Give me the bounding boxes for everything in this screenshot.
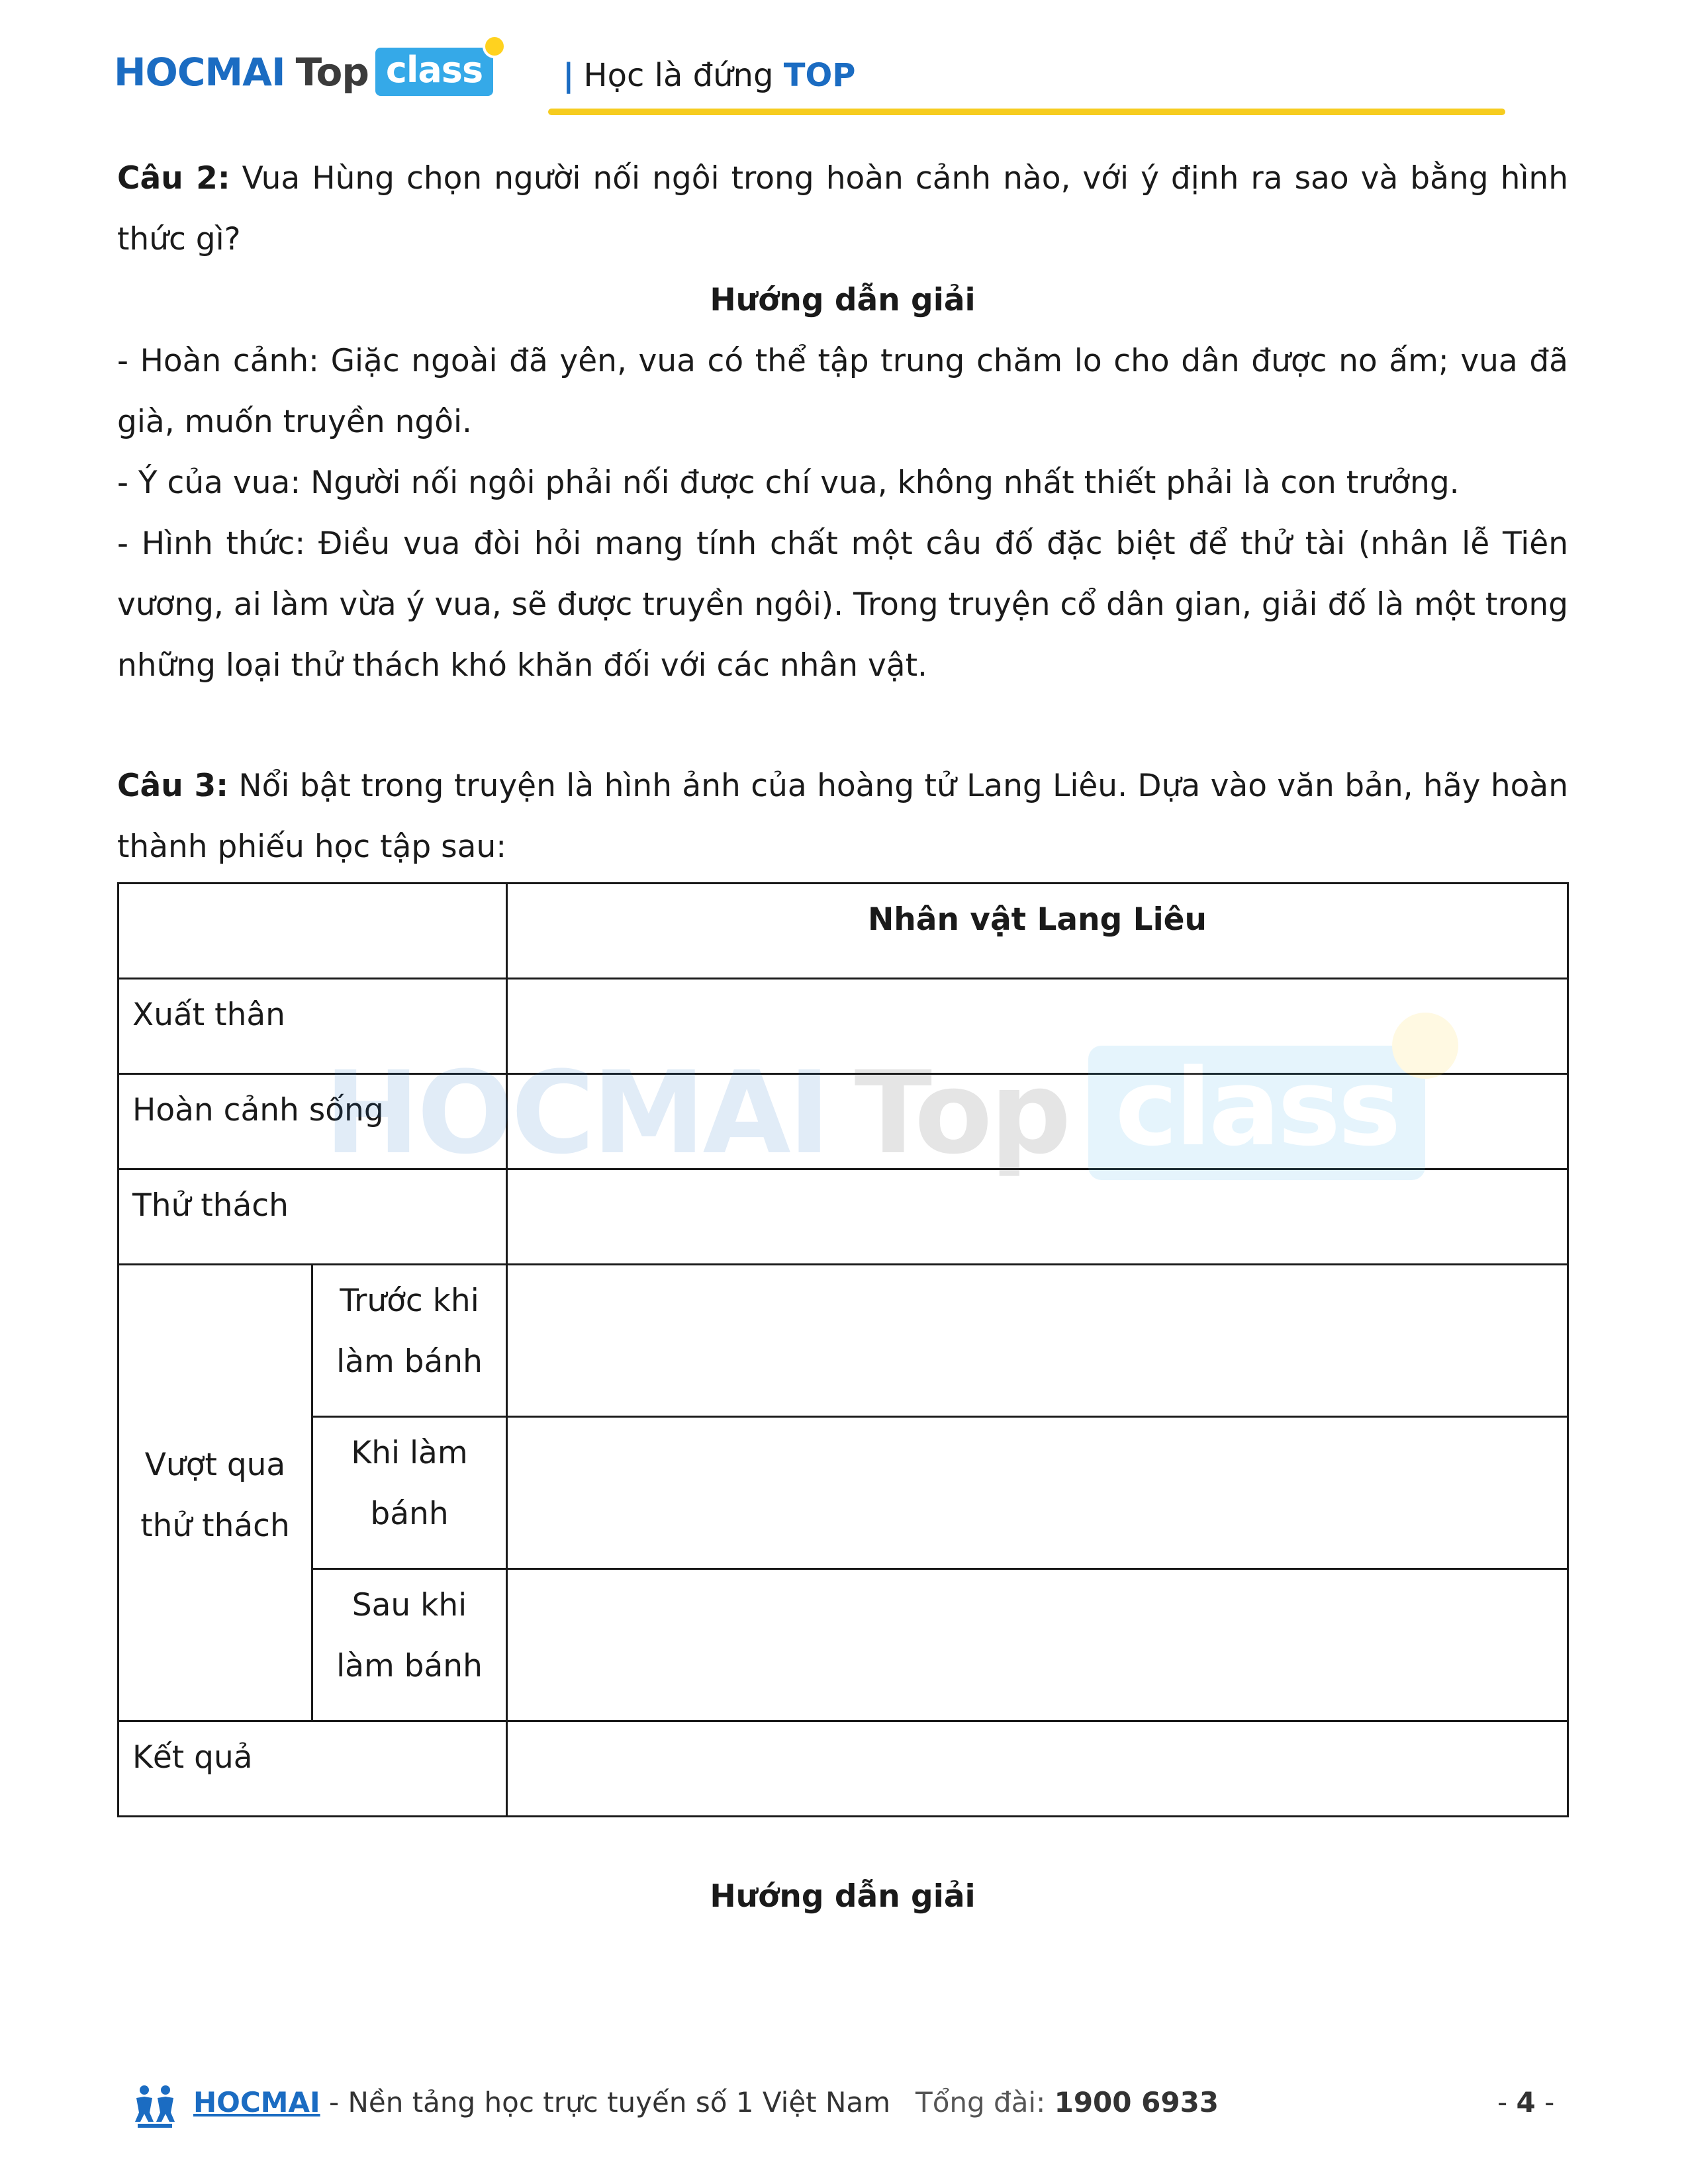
page-number-value: 4 <box>1516 2086 1536 2118</box>
row-label-challenge: Thử thách <box>118 1169 507 1265</box>
table-row <box>118 1417 1568 1569</box>
table-row <box>118 1721 1568 1817</box>
table-row <box>118 1169 1568 1265</box>
header-slogan <box>563 57 855 94</box>
row-label-context: Hoàn cảnh sống <box>118 1074 507 1169</box>
question-2 <box>117 148 1568 270</box>
footer-hotline-number: 1900 6933 <box>1054 2086 1219 2118</box>
page-number-prefix: - <box>1497 2086 1517 2118</box>
table-row <box>118 979 1568 1074</box>
answer-form: - Hình thức: Điều vua đòi hỏi mang tính chất một câu đố đặc biệt để thử tài (nhân lễ Tiên vương, ai làm vừa ý vua, sẽ được truyền ngôi). Trong truyện cổ dân gian, giải đố là một trong những loại thử thách khó khăn đối với các nhân vật. <box>117 525 1568 684</box>
page-header <box>0 0 1688 132</box>
footer-text <box>193 2086 1219 2118</box>
question-2-text: Vua Hùng chọn người nối ngôi trong hoàn cảnh nào, với ý định ra sao và bằng hình thức gì? <box>117 160 1568 257</box>
watermark-hocmai: HOCMAI <box>324 1046 828 1179</box>
question-3 <box>117 756 1568 878</box>
hocmai-topclass-logo <box>114 48 493 96</box>
worksheet-table <box>117 882 1569 1817</box>
page-footer <box>0 2078 1688 2131</box>
page-content <box>117 148 1568 878</box>
answer-cell-during[interactable] <box>507 1417 1568 1569</box>
row-label-overcome: Vượt qua thử thách <box>118 1265 312 1721</box>
table-row <box>118 1569 1568 1721</box>
page-number-suffix: - <box>1535 2086 1555 2118</box>
answer-cell-context[interactable] <box>507 1074 1568 1169</box>
row-label-result: Kết quả <box>118 1721 507 1817</box>
slogan-divider: | <box>563 57 575 94</box>
question-3-guide-heading: Hướng dẫn giải <box>710 1878 976 1915</box>
sub-label-before: Trước khi làm bánh <box>312 1265 507 1417</box>
watermark-class: class <box>1088 1046 1425 1180</box>
footer-hotline-label: Tổng đài: <box>915 2086 1055 2118</box>
watermark-top: Top <box>854 1046 1069 1179</box>
question-3-label: Câu 3: <box>117 768 229 804</box>
logo-class-badge <box>375 48 493 96</box>
sub-label-after: Sau khi làm bánh <box>312 1569 507 1721</box>
answer-context: - Hoàn cảnh: Giặc ngoài đã yên, vua có thể tập trung chăm lo cho dân được no ấm; vua đã già, muốn truyền ngôi. <box>117 343 1568 440</box>
page-number <box>1497 2086 1554 2118</box>
table-corner-cell <box>118 884 507 979</box>
table-row <box>118 1074 1568 1169</box>
footer-tagline: - Nền tảng học trực tuyến số 1 Việt Nam <box>320 2086 891 2118</box>
answer-cell-before[interactable] <box>507 1265 1568 1417</box>
answer-cell-result[interactable] <box>507 1721 1568 1817</box>
question-2-label: Câu 2: <box>117 160 230 197</box>
answer-cell-after[interactable] <box>507 1569 1568 1721</box>
table-row <box>118 1265 1568 1417</box>
logo-class-text: class <box>375 48 493 96</box>
answer-cell-challenge[interactable] <box>507 1169 1568 1265</box>
row-label-origin: Xuất thân <box>118 979 507 1074</box>
logo-top-text: Top <box>295 49 369 95</box>
answer-cell-origin[interactable] <box>507 979 1568 1074</box>
answer-intention: - Ý của vua: Người nối ngôi phải nối được chí vua, không nhất thiết phải là con trưởng. <box>117 465 1460 501</box>
logo-sun-icon <box>483 34 506 58</box>
sub-label-during: Khi làm bánh <box>312 1417 507 1569</box>
logo-hocmai-text: HOCMAI <box>114 49 285 95</box>
footer-brand-link[interactable]: HOCMAI <box>193 2086 320 2118</box>
slogan-top: TOP <box>783 57 856 94</box>
hocmai-people-icon <box>131 2083 179 2128</box>
footer-hotline <box>915 2086 1219 2118</box>
question-3-text: Nổi bật trong truyện là hình ảnh của hoàng tử Lang Liêu. Dựa vào văn bản, hãy hoàn thành phiếu học tập sau: <box>117 768 1568 865</box>
table-header-cell: Nhân vật Lang Liêu <box>507 884 1568 979</box>
table-header-row <box>118 884 1568 979</box>
question-2-guide-heading: Hướng dẫn giải <box>710 282 976 318</box>
slogan-text: Học là đứng <box>583 57 774 94</box>
header-underline <box>548 109 1505 115</box>
